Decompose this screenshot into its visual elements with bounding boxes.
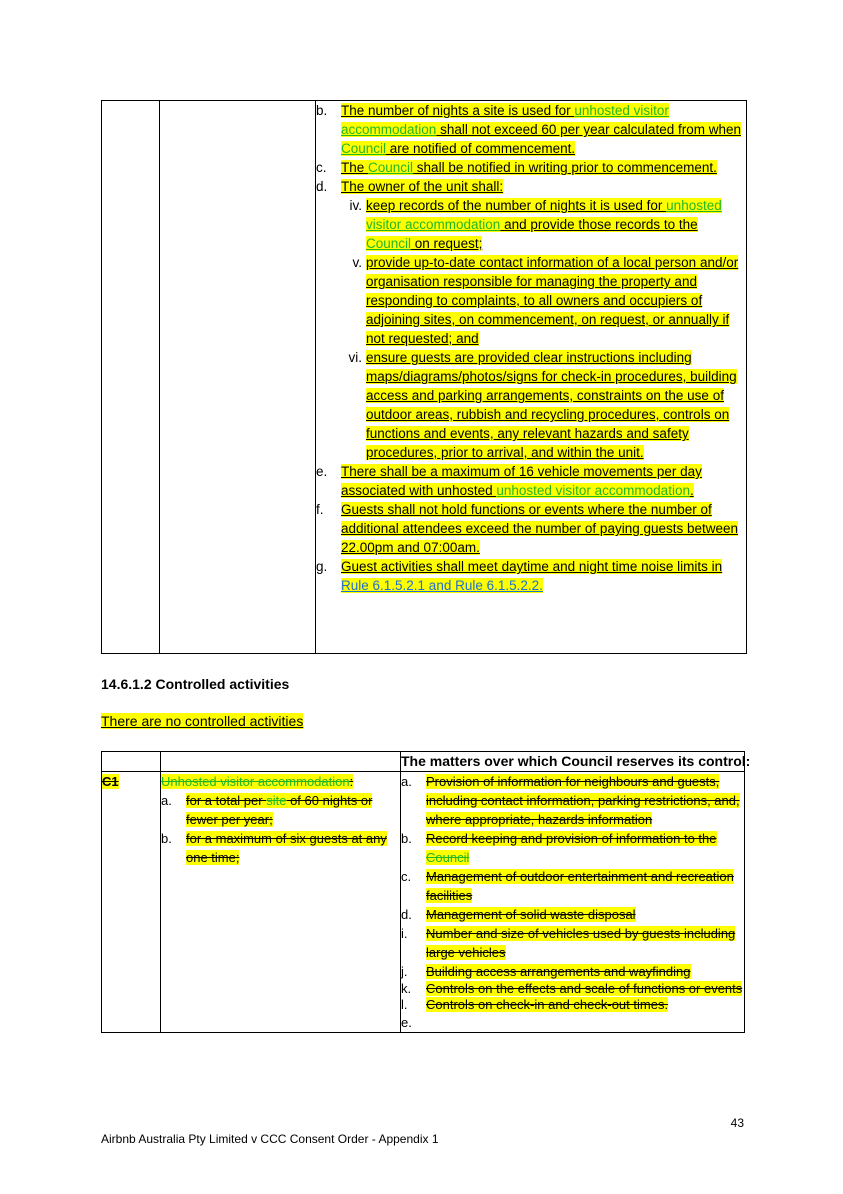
text-run: site xyxy=(266,793,287,808)
table-header-row xyxy=(102,752,745,772)
text-run: of 60 nights or fewer per year; xyxy=(186,793,373,827)
list-item-text xyxy=(366,198,722,251)
list-marker: l. xyxy=(401,997,408,1012)
text-run: Controls on the effects and scale of functions or events xyxy=(426,981,743,996)
list-marker: iv. xyxy=(349,198,362,213)
list-item-text xyxy=(186,793,372,827)
matters-header: The matters over which Council reserves its control: xyxy=(401,753,751,769)
matters-list xyxy=(401,772,744,1013)
text-run: on request; xyxy=(411,236,483,251)
sub-list-item xyxy=(341,196,746,253)
text-run: The number of nights a site is used for xyxy=(341,103,575,118)
text-run: The owner of the unit shall: xyxy=(341,179,504,194)
list-marker: vi. xyxy=(348,350,362,365)
list-marker: a. xyxy=(161,793,172,808)
rule-id-cell xyxy=(102,772,161,1033)
list-item-text xyxy=(341,559,722,593)
text-run: are notified of commencement. xyxy=(386,141,576,156)
text-run: unhosted visitor accommodation xyxy=(341,103,669,137)
list-marker: k. xyxy=(401,981,412,996)
page-number: 43 xyxy=(730,1116,744,1130)
list-item xyxy=(316,500,746,557)
list-marker: c. xyxy=(316,160,327,175)
section-intro: There are no controlled activities xyxy=(101,713,304,729)
matters-cell xyxy=(401,772,745,1033)
text-run: Council xyxy=(341,141,387,156)
list-item-text xyxy=(341,464,702,498)
rule-activity-cell xyxy=(160,101,316,654)
text-run: Number and size of vehicles used by guests including large vehicles xyxy=(426,926,736,960)
list-item-text xyxy=(426,926,735,960)
activity-list xyxy=(161,791,400,867)
list-marker: a. xyxy=(401,774,412,789)
list-marker: e. xyxy=(316,464,328,479)
standards-list xyxy=(316,101,746,595)
list-marker: v. xyxy=(352,255,362,270)
rule-id: C1 xyxy=(102,774,119,789)
footer-text: Airbnb Australia Pty Limited v CCC Consent Order - Appendix 1 xyxy=(101,1132,439,1146)
text-run: Council xyxy=(426,850,470,865)
text-run: Provision of information for neighbours and guests, including contact information, parking restrictions, and, where appropriate, hazards information xyxy=(426,774,740,827)
list-item xyxy=(401,829,744,867)
list-item xyxy=(401,962,744,981)
list-marker: d. xyxy=(316,179,328,194)
sub-list xyxy=(341,196,746,462)
list-marker: c. xyxy=(401,869,412,884)
text-run: ensure guests are provided clear instructions including maps/diagrams/photos/signs for check-in procedures, building access and parking arrangements, constraints on the use of outdoor areas, rubbish and recycling procedures, controls on functions and events, any relevant hazards and safety procedures, prior to arrival, and within the unit. xyxy=(366,350,737,460)
list-item-text xyxy=(186,831,387,865)
text-run: shall not exceed 60 per year calculated from when xyxy=(436,122,741,137)
text-run: unhosted visitor accommodation xyxy=(496,483,690,498)
list-item xyxy=(161,829,400,867)
list-item-text xyxy=(426,774,740,827)
list-item-text xyxy=(341,502,738,555)
text-run: for a maximum of six guests at any one time; xyxy=(186,831,387,865)
text-run: Controls on check-in and check-out times. xyxy=(426,997,669,1012)
list-item-text xyxy=(426,997,668,1012)
list-marker: i. xyxy=(401,926,408,941)
list-marker: j. xyxy=(401,964,408,979)
text-run: Record keeping and provision of information to the xyxy=(426,831,717,846)
list-item xyxy=(161,791,400,829)
list-marker: b. xyxy=(316,103,328,118)
text-run: provide up-to-date contact information of a local person and/or organisation responsible for managing the property and responding to complaints, to all owners and occupiers of adjoining sites, on commencement, on request, or annually if not requested; and xyxy=(366,255,739,346)
controlled-activities-table xyxy=(101,751,751,1033)
text-run: shall be notified in writing prior to commencement. xyxy=(413,160,717,175)
list-item xyxy=(316,101,746,158)
list-item-text xyxy=(341,179,503,194)
list-item xyxy=(401,981,744,997)
list-item xyxy=(401,924,744,962)
rule-number-cell xyxy=(102,101,160,654)
text-run: keep records of the number of nights it is used for xyxy=(366,198,667,213)
text-run: The xyxy=(341,160,369,175)
activity-cell: Unhosted visitor accommodation: a. for a total per site of 60 nights or fewer per year; b. for a maximum of six guests at any one time; xyxy=(161,772,401,1033)
text-run: Management of solid waste disposal xyxy=(426,907,636,922)
list-marker: f. xyxy=(316,502,324,517)
list-item xyxy=(401,772,744,829)
list-marker: b. xyxy=(401,831,412,846)
list-item xyxy=(401,905,744,924)
list-item xyxy=(401,997,744,1013)
list-item-text xyxy=(426,964,691,979)
list-item xyxy=(401,867,744,905)
text-run: for a total per xyxy=(186,793,267,808)
list-item-text xyxy=(366,350,737,460)
text-run: unhosted visitor accommodation xyxy=(366,198,722,232)
text-run: . xyxy=(689,483,694,498)
text-run: Management of outdoor entertainment and recreation facilities xyxy=(426,869,734,903)
section-heading: 14.6.1.2 Controlled activities xyxy=(101,676,290,692)
text-run: There shall be a maximum of 16 vehicle movements per day associated with unhosted xyxy=(341,464,702,498)
table-row xyxy=(102,772,745,1033)
list-marker: b. xyxy=(161,831,172,846)
list-marker: g. xyxy=(316,559,328,574)
text-run: Council xyxy=(368,160,414,175)
list-item-text xyxy=(366,255,738,346)
activity-title: Unhosted visitor accommodation xyxy=(161,774,350,789)
list-item xyxy=(316,462,746,500)
list-item-text xyxy=(426,907,636,922)
list-marker: d. xyxy=(401,907,412,922)
list-item-text xyxy=(341,160,717,175)
rule-standards-cell xyxy=(316,101,747,654)
text-run: Council xyxy=(366,236,412,251)
list-item xyxy=(316,158,746,177)
list-item xyxy=(316,557,746,595)
text-run: Guest activities shall meet daytime and night time noise limits in xyxy=(341,559,723,574)
text-run: Building access arrangements and wayfinding xyxy=(426,964,691,979)
list-item-text xyxy=(426,981,742,996)
sub-list-item xyxy=(341,253,746,348)
list-item-text xyxy=(426,869,734,903)
rule-table xyxy=(101,100,747,654)
text-run: Guests shall not hold functions or events where the number of additional attendees exceed the number of paying guests between 22.00pm and 07:00am. xyxy=(341,502,739,555)
text-run: Rule 6.1.5.2.1 and Rule 6.1.5.2.2. xyxy=(341,578,543,593)
text-run: and provide those records to the xyxy=(500,217,698,232)
trailing-marker: e. xyxy=(401,1015,412,1030)
list-item xyxy=(316,177,746,462)
list-item-text xyxy=(426,831,717,865)
sub-list-item xyxy=(341,348,746,462)
list-item-text xyxy=(341,103,741,156)
